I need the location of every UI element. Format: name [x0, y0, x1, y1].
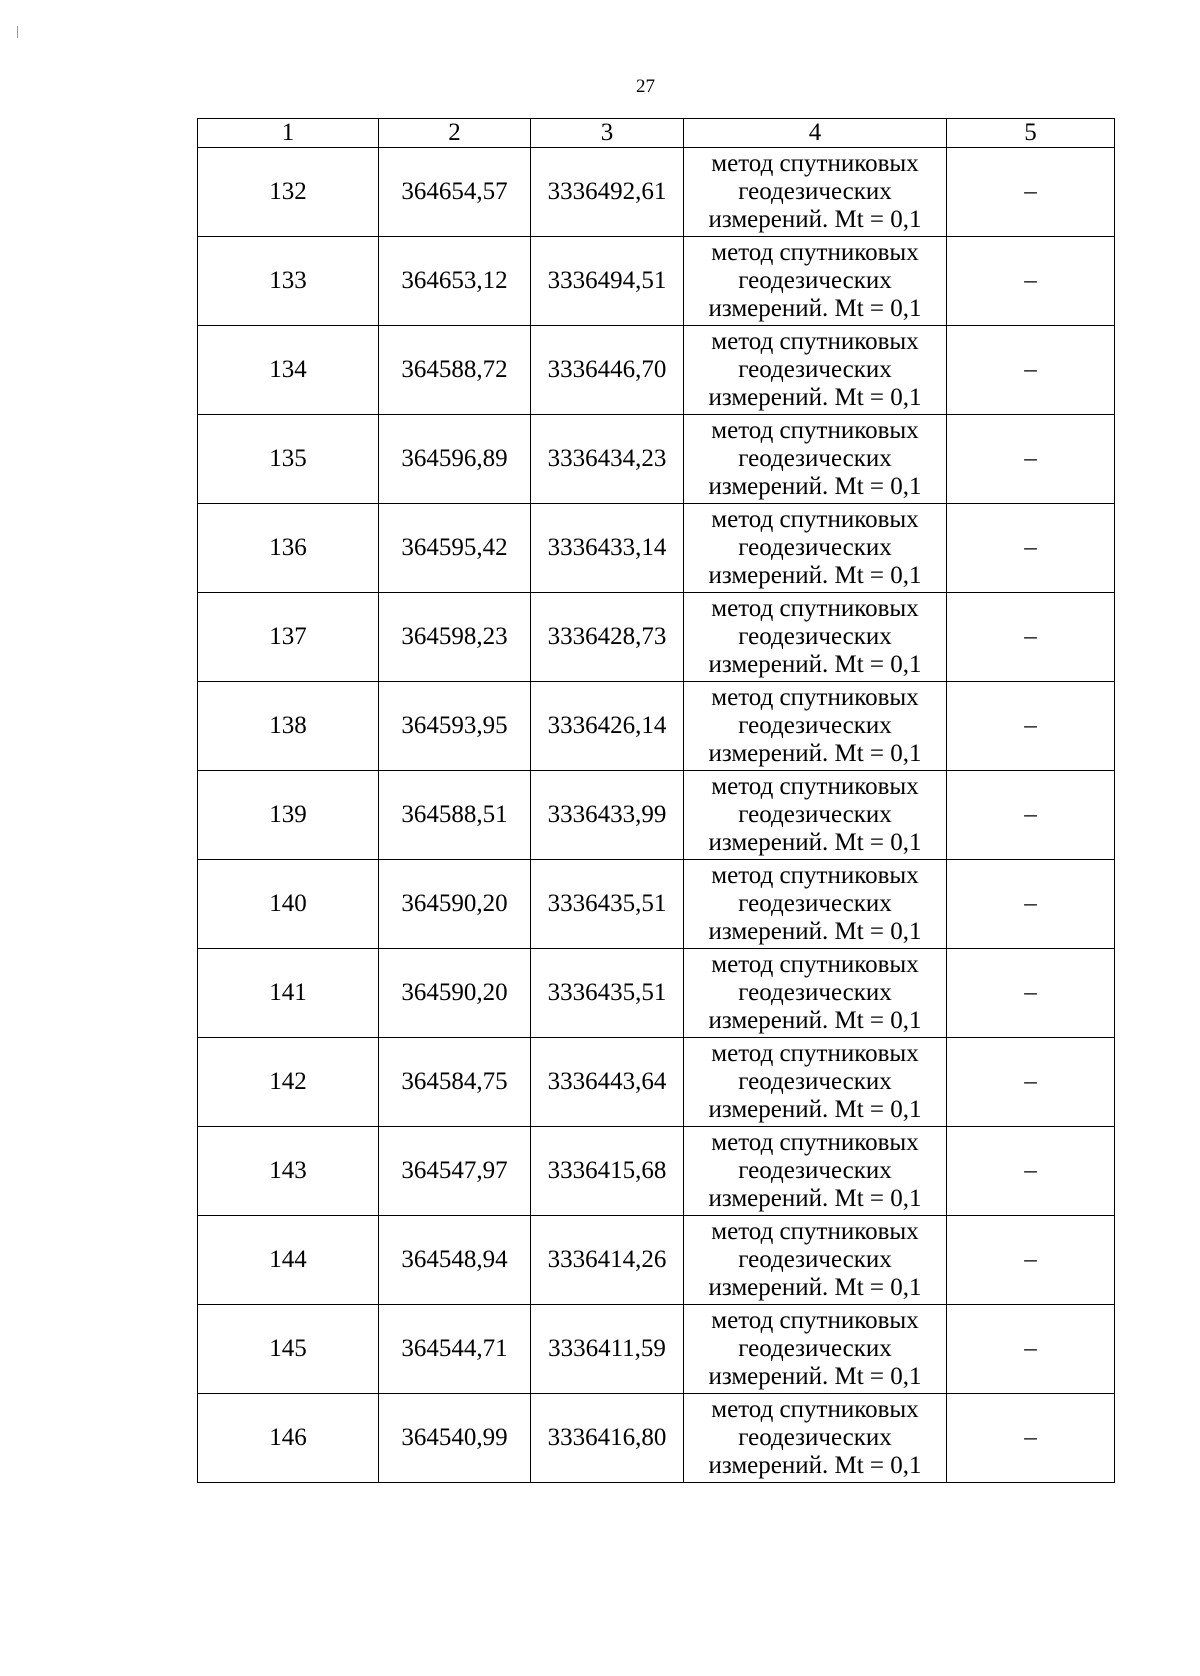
method-line-3: измерений. Mt = 0,1 — [708, 206, 922, 233]
point-number-cell: 144 — [198, 1216, 379, 1305]
page-number: 27 — [636, 76, 655, 97]
table-header-row — [198, 119, 1115, 148]
y-coordinate-cell: 3336411,59 — [531, 1305, 684, 1394]
method-cell — [684, 148, 947, 237]
method-line-3: измерений. Mt = 0,1 — [708, 651, 922, 678]
table-row — [198, 237, 1115, 326]
description-cell: – — [947, 326, 1115, 415]
table-row — [198, 593, 1115, 682]
y-coordinate-cell: 3336426,14 — [531, 682, 684, 771]
method-line-2: геодезических — [738, 178, 892, 205]
x-coordinate-cell: 364593,95 — [379, 682, 531, 771]
method-cell — [684, 771, 947, 860]
description-cell: – — [947, 860, 1115, 949]
description-cell: – — [947, 415, 1115, 504]
method-cell — [684, 682, 947, 771]
point-number-cell: 138 — [198, 682, 379, 771]
description-cell: – — [947, 1305, 1115, 1394]
point-number-cell: 139 — [198, 771, 379, 860]
method-cell — [684, 1216, 947, 1305]
method-line-3: измерений. Mt = 0,1 — [708, 918, 922, 945]
table-row — [198, 1305, 1115, 1394]
point-number-cell: 142 — [198, 1038, 379, 1127]
x-coordinate-cell: 364547,97 — [379, 1127, 531, 1216]
table-row — [198, 771, 1115, 860]
x-coordinate-cell: 364588,51 — [379, 771, 531, 860]
table-row — [198, 1038, 1115, 1127]
method-line-2: геодезических — [738, 1157, 892, 1184]
table-row — [198, 1127, 1115, 1216]
x-coordinate-cell: 364590,20 — [379, 860, 531, 949]
point-number-cell: 133 — [198, 237, 379, 326]
point-number-cell: 136 — [198, 504, 379, 593]
table-row — [198, 415, 1115, 504]
method-line-1: метод спутниковых — [711, 417, 919, 444]
x-coordinate-cell: 364653,12 — [379, 237, 531, 326]
method-line-1: метод спутниковых — [711, 595, 919, 622]
description-cell: – — [947, 1216, 1115, 1305]
description-cell: – — [947, 148, 1115, 237]
method-cell — [684, 504, 947, 593]
method-line-2: геодезических — [738, 534, 892, 561]
method-line-2: геодезических — [738, 712, 892, 739]
y-coordinate-cell: 3336446,70 — [531, 326, 684, 415]
method-line-2: геодезических — [738, 1335, 892, 1362]
method-line-1: метод спутниковых — [711, 1396, 919, 1423]
coordinates-table — [197, 118, 1115, 1483]
method-line-1: метод спутниковых — [711, 684, 919, 711]
method-cell — [684, 415, 947, 504]
method-line-3: измерений. Mt = 0,1 — [708, 740, 922, 767]
description-cell: – — [947, 1038, 1115, 1127]
table-row — [198, 860, 1115, 949]
y-coordinate-cell: 3336434,23 — [531, 415, 684, 504]
method-line-3: измерений. Mt = 0,1 — [708, 1363, 922, 1390]
method-cell — [684, 949, 947, 1038]
y-coordinate-cell: 3336494,51 — [531, 237, 684, 326]
y-coordinate-cell: 3336428,73 — [531, 593, 684, 682]
table-row — [198, 1216, 1115, 1305]
method-line-3: измерений. Mt = 0,1 — [708, 1096, 922, 1123]
table-body — [198, 119, 1115, 1483]
method-line-2: геодезических — [738, 356, 892, 383]
method-line-1: метод спутниковых — [711, 1129, 919, 1156]
column-header-3: 3 — [531, 119, 684, 148]
method-cell — [684, 326, 947, 415]
method-line-2: геодезических — [738, 1246, 892, 1273]
method-cell — [684, 1038, 947, 1127]
method-line-1: метод спутниковых — [711, 951, 919, 978]
table-row — [198, 326, 1115, 415]
method-line-2: геодезических — [738, 801, 892, 828]
y-coordinate-cell: 3336433,14 — [531, 504, 684, 593]
description-cell: – — [947, 237, 1115, 326]
method-line-2: геодезических — [738, 979, 892, 1006]
x-coordinate-cell: 364654,57 — [379, 148, 531, 237]
point-number-cell: 132 — [198, 148, 379, 237]
method-line-2: геодезических — [738, 1068, 892, 1095]
description-cell: – — [947, 1127, 1115, 1216]
method-line-2: геодезических — [738, 623, 892, 650]
x-coordinate-cell: 364584,75 — [379, 1038, 531, 1127]
method-line-2: геодезических — [738, 890, 892, 917]
method-line-1: метод спутниковых — [711, 1307, 919, 1334]
point-number-cell: 137 — [198, 593, 379, 682]
method-line-1: метод спутниковых — [711, 773, 919, 800]
x-coordinate-cell: 364596,89 — [379, 415, 531, 504]
table-row — [198, 504, 1115, 593]
column-header-4: 4 — [684, 119, 947, 148]
table-row — [198, 1394, 1115, 1483]
method-cell — [684, 1394, 947, 1483]
y-coordinate-cell: 3336443,64 — [531, 1038, 684, 1127]
point-number-cell: 135 — [198, 415, 379, 504]
method-line-2: геодезических — [738, 1424, 892, 1451]
method-line-2: геодезических — [738, 267, 892, 294]
point-number-cell: 134 — [198, 326, 379, 415]
scan-artifact-mark — [17, 26, 18, 38]
method-line-3: измерений. Mt = 0,1 — [708, 473, 922, 500]
y-coordinate-cell: 3336435,51 — [531, 860, 684, 949]
method-line-3: измерений. Mt = 0,1 — [708, 562, 922, 589]
description-cell: – — [947, 682, 1115, 771]
point-number-cell: 143 — [198, 1127, 379, 1216]
column-header-5: 5 — [947, 119, 1115, 148]
method-cell — [684, 1305, 947, 1394]
description-cell: – — [947, 771, 1115, 860]
method-line-3: измерений. Mt = 0,1 — [708, 1452, 922, 1479]
x-coordinate-cell: 364590,20 — [379, 949, 531, 1038]
x-coordinate-cell: 364598,23 — [379, 593, 531, 682]
table-row — [198, 682, 1115, 771]
y-coordinate-cell: 3336435,51 — [531, 949, 684, 1038]
y-coordinate-cell: 3336492,61 — [531, 148, 684, 237]
table-row — [198, 148, 1115, 237]
column-header-2: 2 — [379, 119, 531, 148]
x-coordinate-cell: 364588,72 — [379, 326, 531, 415]
point-number-cell: 140 — [198, 860, 379, 949]
method-line-3: измерений. Mt = 0,1 — [708, 1007, 922, 1034]
x-coordinate-cell: 364540,99 — [379, 1394, 531, 1483]
y-coordinate-cell: 3336415,68 — [531, 1127, 684, 1216]
x-coordinate-cell: 364548,94 — [379, 1216, 531, 1305]
method-line-3: измерений. Mt = 0,1 — [708, 829, 922, 856]
point-number-cell: 141 — [198, 949, 379, 1038]
method-line-2: геодезических — [738, 445, 892, 472]
table-row — [198, 949, 1115, 1038]
point-number-cell: 146 — [198, 1394, 379, 1483]
description-cell: – — [947, 504, 1115, 593]
method-line-1: метод спутниковых — [711, 506, 919, 533]
description-cell: – — [947, 949, 1115, 1038]
column-header-1: 1 — [198, 119, 379, 148]
method-line-3: измерений. Mt = 0,1 — [708, 295, 922, 322]
method-line-1: метод спутниковых — [711, 1040, 919, 1067]
description-cell: – — [947, 593, 1115, 682]
method-cell — [684, 1127, 947, 1216]
point-number-cell: 145 — [198, 1305, 379, 1394]
description-cell: – — [947, 1394, 1115, 1483]
y-coordinate-cell: 3336416,80 — [531, 1394, 684, 1483]
y-coordinate-cell: 3336433,99 — [531, 771, 684, 860]
method-line-3: измерений. Mt = 0,1 — [708, 384, 922, 411]
y-coordinate-cell: 3336414,26 — [531, 1216, 684, 1305]
method-line-1: метод спутниковых — [711, 328, 919, 355]
method-line-1: метод спутниковых — [711, 239, 919, 266]
method-line-1: метод спутниковых — [711, 862, 919, 889]
x-coordinate-cell: 364595,42 — [379, 504, 531, 593]
method-line-3: измерений. Mt = 0,1 — [708, 1185, 922, 1212]
x-coordinate-cell: 364544,71 — [379, 1305, 531, 1394]
method-line-1: метод спутниковых — [711, 150, 919, 177]
method-line-3: измерений. Mt = 0,1 — [708, 1274, 922, 1301]
method-cell — [684, 237, 947, 326]
method-cell — [684, 860, 947, 949]
method-cell — [684, 593, 947, 682]
method-line-1: метод спутниковых — [711, 1218, 919, 1245]
